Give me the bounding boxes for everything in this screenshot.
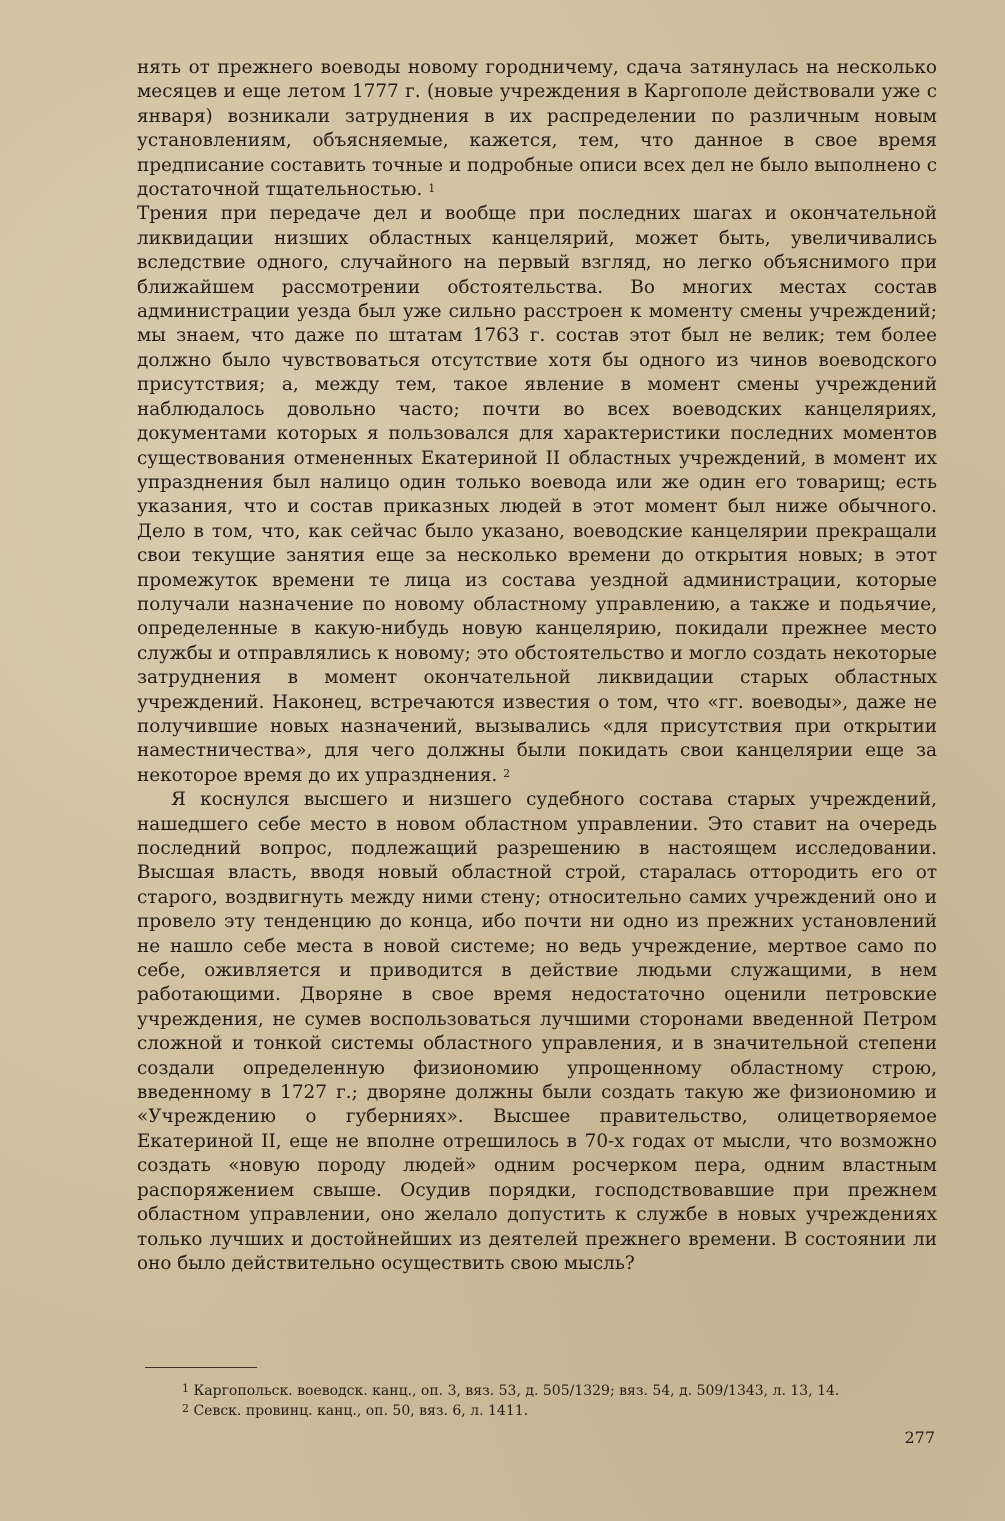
paragraph-3	[137, 788, 937, 1276]
footnote-divider	[145, 1367, 257, 1368]
footnote-1-text: Каргопольск. воеводск. канц., оп. 3, вяз. 53, д. 505/1329; вяз. 54, д. 509/1343, л. 13, 14.	[193, 1383, 840, 1399]
paragraph-1	[137, 56, 937, 202]
footnote-2-text: Севск. провинц. канц., оп. 50, вяз. 6, л. 1411.	[193, 1403, 529, 1419]
footnote-1-mark: 1	[182, 1381, 189, 1395]
footnote-2	[142, 1402, 938, 1420]
paragraph-3-text: Я коснулся высшего и низшего судебного состава старых учреждений, нашедшего себе место в новом областном управлении. Это ставит на очередь последний вопрос, подлежащий разрешению в настоящем исследовании. Высшая власть, вводя новый областной строй, старалась оттородить его от старого, воздвигнуть между ними стену; относительно самих учреждений оно и провело эту тенденцию до конца, ибо почти ни одно из прежних установлений не нашло себе места в новой системе; но ведь учреждение, мертвое само по себе, оживляется и приводится в действие людьми служащими, в нем работающими. Дворяне в свое время недостаточно оценили петровские учреждения, не сумев воспользоваться лучшими сторонами введенной Петром сложной и тонкой системы областного управления, и в значительной степени создали определенную физиономию упрощенному областному строю, введенному в 1727 г.; дворяне должны были создать такую же физиономию и «Учреждению о губерниях». Высшее правительство, олицетворяемое Екатериной II, еще не вполне отрешилось в 70-х годах от мысли, что возможно создать «новую породу людей» одним росчерком пера, одним властным распоряжением свыше. Осудив порядки, господствовавшие при прежнем областном управлении, оно желало допустить к службе в новых учреждениях только лучших и достойнейших из деятелей прежнего времени. В состоянии ли оно было действительно осуществить свою мысль?	[137, 789, 937, 1274]
footnote-2-mark: 2	[182, 1401, 189, 1415]
footnote-mark-2: 2	[503, 767, 511, 781]
paragraph-1-text: нять от прежнего воеводы новому городничему, сдача затянулась на несколько месяцев и еще летом 1777 г. (новые учреждения в Каргополе действовали уже с января) возникали затруднения в их распределении по различным новым установлениям, объясняемые, кажется, тем, что данное в свое время предписание составить точные и подробные описи всех дел не было выполнено с достаточной тщательностью.	[137, 57, 937, 201]
footnote-mark-1: 1	[428, 181, 436, 195]
main-text	[137, 56, 937, 1276]
footnotes	[142, 1382, 938, 1420]
page-number: 277	[904, 1428, 935, 1447]
paragraph-2	[137, 202, 937, 788]
footnote-1	[142, 1382, 938, 1400]
paragraph-2-text: Трения при передаче дел и вообще при последних шагах и окончательной ликвидации низших областных канцелярий, может быть, увеличивались вследствие одного, случайного на первый взгляд, но легко объяснимого при ближайшем рассмотрении обстоятельства. Во многих местах состав администрации уезда был уже сильно расстроен к моменту смены учреждений; мы знаем, что даже по штатам 1763 г. состав этот был не велик; тем более должно было чувствоваться отсутствие хотя бы одного из чинов воеводского присутствия; а, между тем, такое явление в момент смены учреждений наблюдалось довольно часто; почти во всех воеводских канцеляриях, документами которых я пользовался для характеристики последних моментов существования отмененных Екатериной II областных учреждений, в момент их упразднения был налицо один только воевода или же один его товарищ; есть указания, что и состав приказных людей в этот момент был ниже обычного. Дело в том, что, как сейчас было указано, воеводские канцелярии прекращали свои текущие занятия еще за несколько времени до открытия новых; в этот промежуток времени те лица из состава уездной администрации, которые получали назначение по новому областному управлению, а также и подьячие, определенные в какую-нибудь новую канцелярию, покидали прежнее место службы и отправлялись к новому; это обстоятельство и могло создать некоторые затруднения в момент окончательной ликвидации старых областных учреждений. Наконец, встречаются известия о том, что «гг. воеводы», даже не получившие новых назначений, вызывались «для присутствия при открытии наместничества», для чего должны были покидать свои канцелярии еще за некоторое время до их упразднения.	[137, 203, 937, 786]
